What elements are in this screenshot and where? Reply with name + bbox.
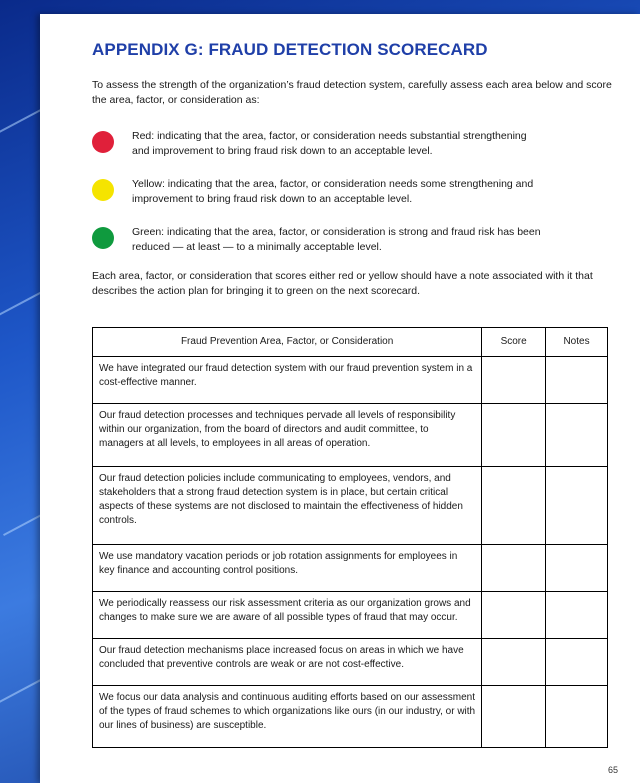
legend-red-text: Red: indicating that the area, factor, or consideration needs substantial strengthening and improvement to bring fraud risk down to an acceptable level.	[132, 130, 527, 157]
table-row	[93, 404, 608, 467]
green-indicator-icon	[92, 227, 114, 249]
red-indicator-icon	[92, 131, 114, 153]
table-row	[93, 545, 608, 592]
table-row	[93, 592, 608, 639]
page-number: 65	[607, 765, 618, 775]
row-statement: We periodically reassess our risk assessment criteria as our organization grows and changes to make sure we are aware of all possible types of fraud that may occur.	[93, 592, 482, 639]
legend-yellow-text: Yellow: indicating that the area, factor, or consideration needs some strengthening and improvement to bring fraud risk down to an acceptable level.	[132, 178, 534, 205]
notes-cell[interactable]	[546, 686, 608, 748]
table-row	[93, 686, 608, 748]
legend-green-text: Green: indicating that the area, factor, or consideration is strong and fraud risk has been reduced — at least — to a minimally acceptable level.	[132, 226, 541, 253]
row-statement: We have integrated our fraud detection system with our fraud prevention system in a cost-effective manner.	[93, 357, 482, 404]
notes-cell[interactable]	[546, 639, 608, 686]
score-cell[interactable]	[482, 357, 546, 404]
intro-paragraph: To assess the strength of the organization’s fraud detection system, carefully assess each area below and score the area, factor, or consideration as:	[92, 79, 612, 106]
table-header-row	[93, 328, 608, 357]
action-plan-note: Each area, factor, or consideration that scores either red or yellow should have a note associated with it that describes the action plan for bringing it to green on the next scorecard.	[92, 270, 593, 297]
row-statement: Our fraud detection policies include communicating to employees, vendors, and stakeholders that a strong fraud detection system is in place, but certain critical aspects of these systems are not disclosed to maintain the effectiveness of hidden controls.	[93, 467, 482, 545]
score-cell[interactable]	[482, 545, 546, 592]
yellow-indicator-icon	[92, 179, 114, 201]
notes-cell[interactable]	[546, 357, 608, 404]
scorecard-table	[92, 327, 608, 748]
row-statement: Our fraud detection mechanisms place increased focus on areas in which we have concluded that preventive controls are weak or are not cost-effective.	[93, 639, 482, 686]
row-statement: We use mandatory vacation periods or job rotation assignments for employees in key finance and accounting control positions.	[93, 545, 482, 592]
column-header-notes: Notes	[546, 328, 608, 357]
score-cell[interactable]	[482, 592, 546, 639]
row-statement: We focus our data analysis and continuous auditing efforts based on our assessment of the types of fraud schemes to which organizations like ours (in our industry, or with our lines of business) are susceptible.	[93, 686, 482, 748]
notes-cell[interactable]	[546, 592, 608, 639]
score-cell[interactable]	[482, 686, 546, 748]
document-page	[40, 14, 640, 783]
notes-cell[interactable]	[546, 404, 608, 467]
table-row	[93, 467, 608, 545]
page-title: APPENDIX G: FRAUD DETECTION SCORECARD	[92, 40, 488, 59]
score-cell[interactable]	[482, 467, 546, 545]
column-header-score: Score	[482, 328, 546, 357]
row-statement: Our fraud detection processes and techniques pervade all levels of responsibility within our organization, from the board of directors and audit committee, to managers at all levels, to employees in all areas of operation.	[93, 404, 482, 467]
table-row	[93, 357, 608, 404]
notes-cell[interactable]	[546, 545, 608, 592]
score-cell[interactable]	[482, 639, 546, 686]
score-cell[interactable]	[482, 404, 546, 467]
table-row	[93, 639, 608, 686]
column-header-area: Fraud Prevention Area, Factor, or Consideration	[93, 328, 482, 357]
notes-cell[interactable]	[546, 467, 608, 545]
